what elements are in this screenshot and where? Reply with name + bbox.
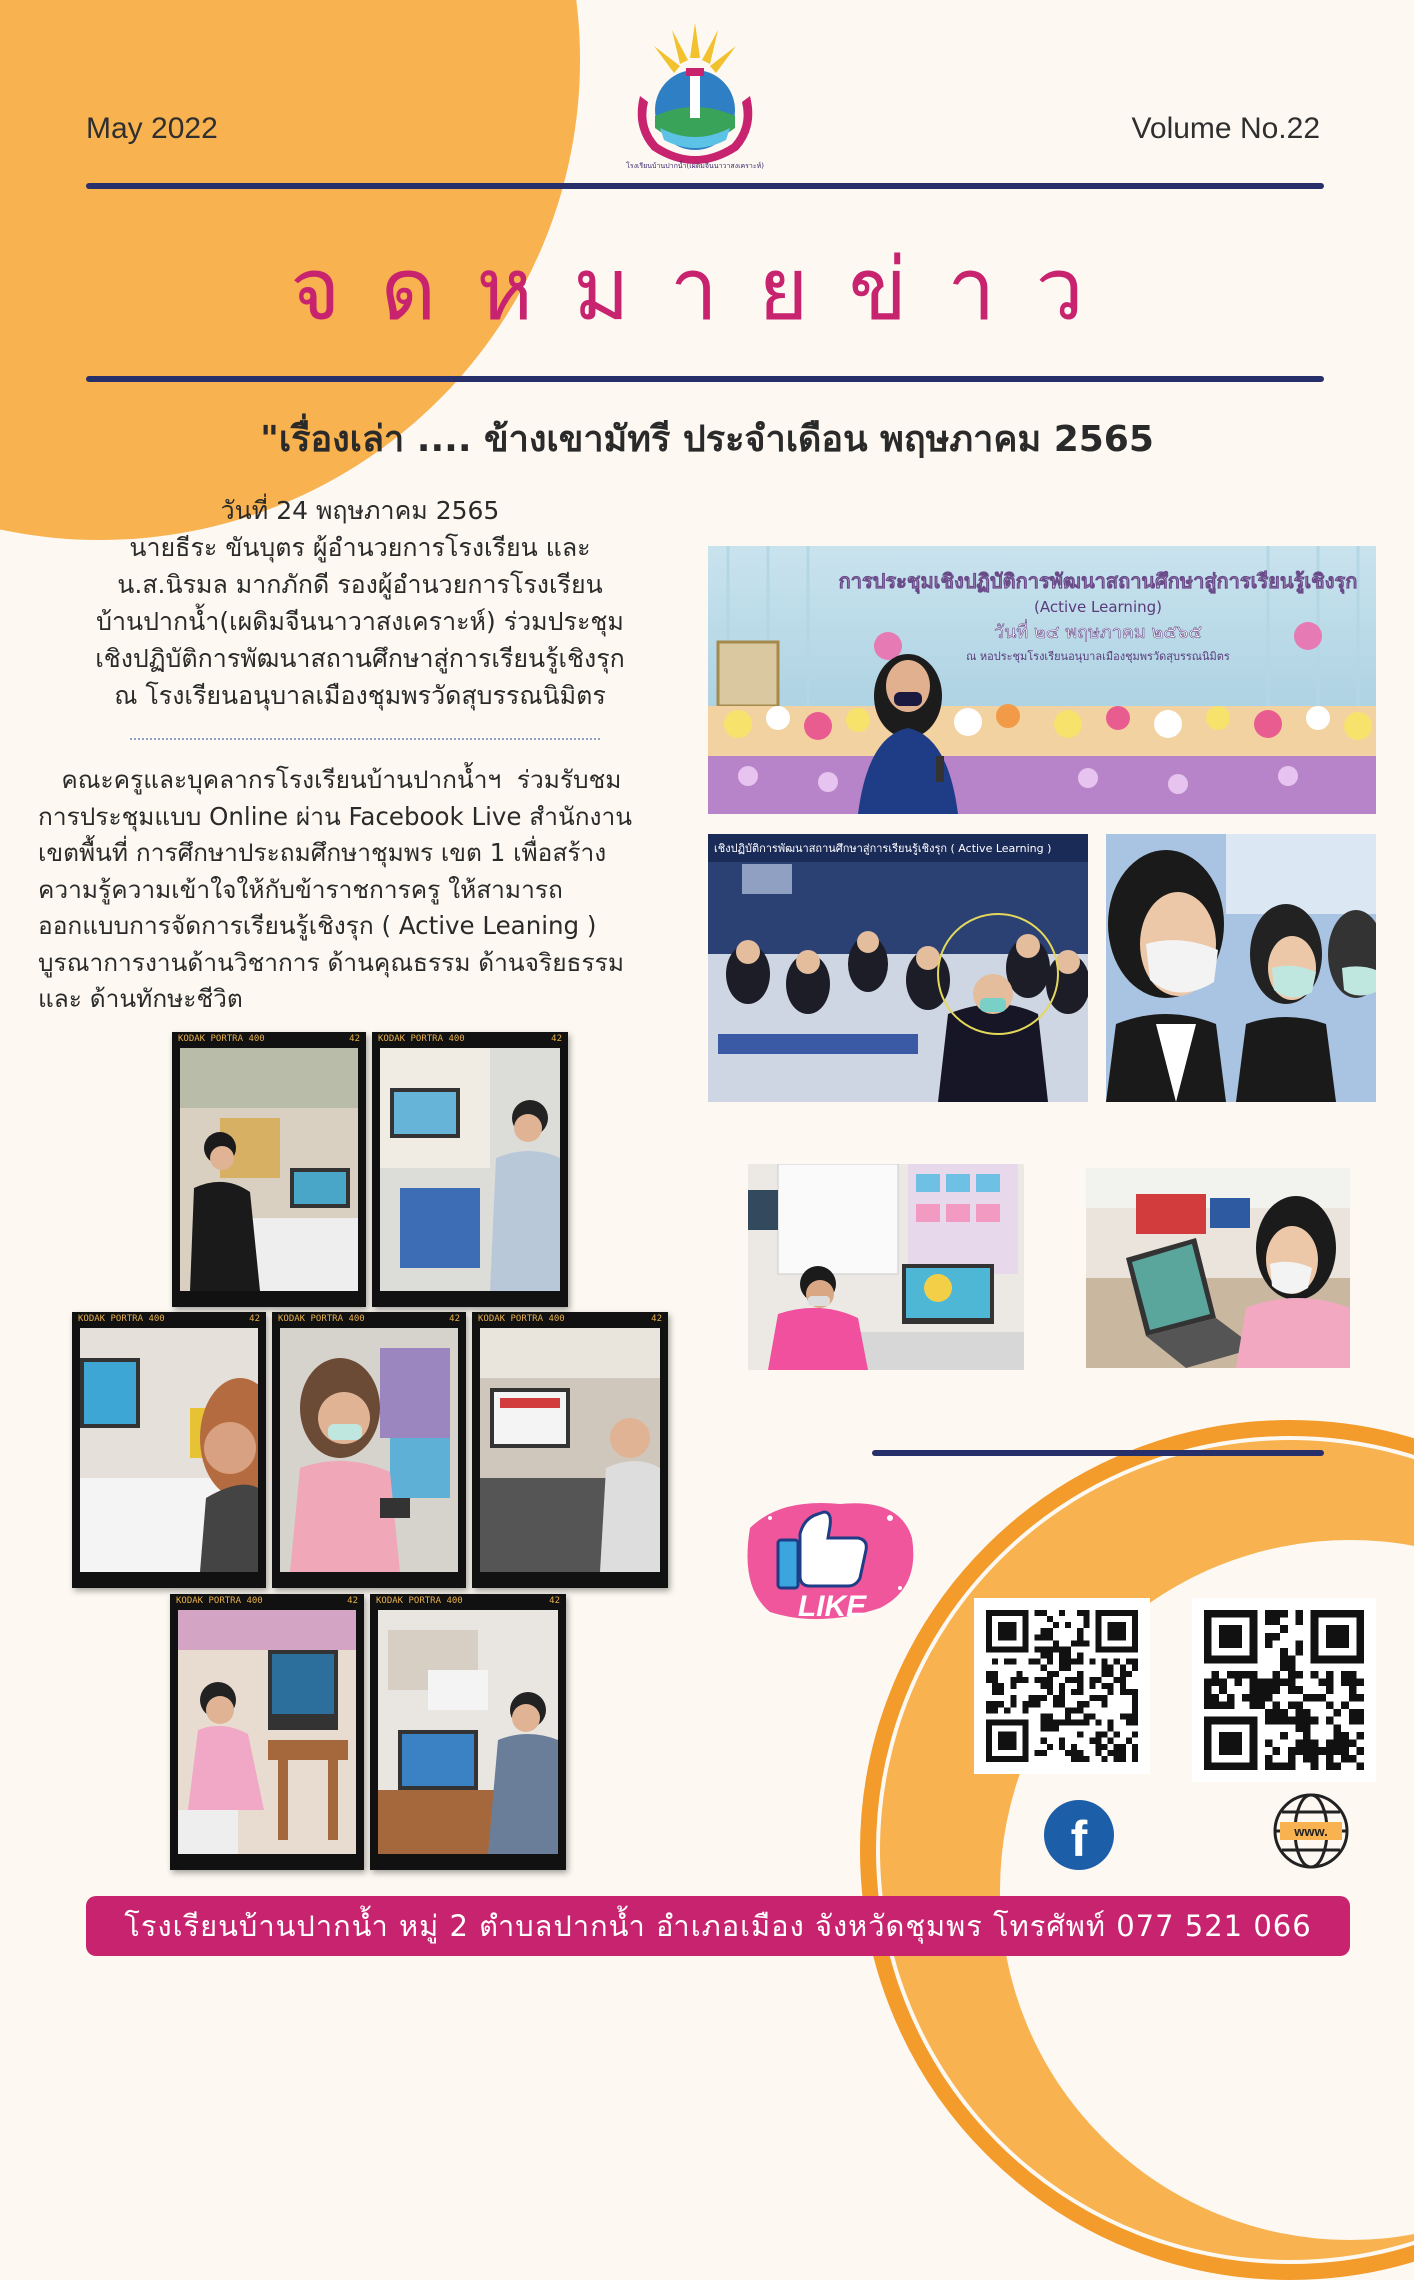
film-number: 42	[349, 1034, 360, 1044]
film-photo-6	[170, 1594, 364, 1870]
school-logo	[622, 18, 768, 178]
footer-address: โรงเรียนบ้านปากน้ำ หมู่ 2 ตำบลปากน้ำ อำเภอเมือง จังหวัดชุมพร โทรศัพท์ 077 521 066	[86, 1896, 1350, 1956]
web-label: www.	[1294, 1824, 1328, 1839]
film-label: KODAK PORTRA 400	[378, 1034, 465, 1044]
banner-venue: ณ หอประชุมโรงเรียนอนุบาลเมืองชุมพรวัดสุบรรณนิมิตร	[966, 650, 1230, 663]
film-label: KODAK PORTRA 400	[78, 1314, 165, 1324]
intro-line: น.ส.นิรมล มากภักดี รองผู้อำนวยการโรงเรียน	[117, 570, 603, 599]
photo-teacher-computer-1	[748, 1164, 1024, 1370]
globe-icon[interactable]	[1272, 1792, 1350, 1870]
like-sticker	[740, 1488, 920, 1628]
film-number: 42	[551, 1034, 562, 1044]
qr-code-2[interactable]	[1192, 1598, 1376, 1782]
film-label: KODAK PORTRA 400	[178, 1034, 265, 1044]
film-photo-7	[370, 1594, 566, 1870]
body-paragraph	[38, 762, 678, 1018]
film-number: 42	[249, 1314, 260, 1324]
film-label: KODAK PORTRA 400	[176, 1596, 263, 1606]
meeting-banner: เชิงปฏิบัติการพัฒนาสถานศึกษาสู่การเรียนรู้เชิงรุก ( Active Learning )	[714, 842, 1052, 855]
photo-attendees-masks	[1106, 834, 1376, 1102]
divider-top	[86, 183, 1324, 189]
photo-conference-stage	[708, 546, 1376, 814]
film-number: 42	[651, 1314, 662, 1324]
intro-line: เชิงปฏิบัติการพัฒนาสถานศึกษาสู่การเรียนรู้เชิงรุก	[95, 644, 625, 673]
newsletter-subtitle: "เรื่องเล่า .... ข้างเขามัทรี ประจำเดือน พฤษภาคม 2565	[260, 419, 1154, 460]
film-label: KODAK PORTRA 400	[478, 1314, 565, 1324]
intro-line: นายธีระ ขันบุตร ผู้อำนวยการโรงเรียน และ	[129, 533, 591, 562]
issue-volume: Volume No.22	[1131, 112, 1320, 145]
photo-meeting-hall	[708, 834, 1088, 1102]
film-number: 42	[549, 1596, 560, 1606]
issue-date: May 2022	[86, 112, 218, 145]
body-line: บูรณาการงานด้านวิชาการ ด้านคุณธรรม ด้านจริยธรรม	[38, 947, 624, 977]
film-label: KODAK PORTRA 400	[278, 1314, 365, 1324]
film-photo-3	[72, 1312, 266, 1588]
facebook-icon[interactable]: f	[1044, 1800, 1114, 1870]
film-photo-2	[372, 1032, 568, 1307]
intro-line: วันที่ 24 พฤษภาคม 2565	[220, 496, 500, 525]
body-line: คณะครูและบุคลากรโรงเรียนบ้านปากน้ำฯ ร่วมรับชม	[38, 765, 622, 794]
film-photo-5	[472, 1312, 668, 1588]
film-number: 42	[449, 1314, 460, 1324]
intro-line: ณ โรงเรียนอนุบาลเมืองชุมพรวัดสุบรรณนิมิตร	[114, 681, 606, 710]
body-line: และ ด้านทักษะชีวิต	[38, 984, 243, 1013]
divider-title	[86, 376, 1324, 382]
film-number: 42	[347, 1596, 358, 1606]
banner-date: วันที่ ๒๔ พฤษภาคม ๒๕๖๕	[994, 622, 1202, 643]
film-photo-1	[172, 1032, 366, 1307]
qr-code-1[interactable]	[974, 1598, 1150, 1774]
body-line: ออกแบบการจัดการเรียนรู้เชิงรุก ( Active Leaning )	[38, 911, 597, 940]
newsletter-title: จดหมายข่าว	[290, 240, 1124, 340]
like-label: LIKE	[797, 1590, 867, 1623]
body-line: ความรู้ความเข้าใจให้กับข้าราชการครู ให้สามารถ	[38, 874, 563, 904]
photo-teacher-laptop	[1086, 1168, 1350, 1368]
intro-text	[30, 492, 690, 714]
body-line: การประชุมแบบ Online ผ่าน Facebook Live สำนักงาน	[38, 801, 633, 831]
body-line: เขตพื้นที่ การศึกษาประถมศึกษาชุมพร เขต 1 เพื่อสร้าง	[38, 838, 607, 867]
film-photo-4	[272, 1312, 466, 1588]
intro-line: บ้านปากน้ำ(เผดิมจีนนาวาสงเคราะห์) ร่วมประชุม	[96, 607, 624, 636]
banner-subtitle: (Active Learning)	[1034, 598, 1162, 616]
logo-caption: โรงเรียนบ้านปากน้ำ(เผดิมจีนนาวาสงเคราะห์)	[626, 162, 764, 170]
dotted-divider	[130, 738, 600, 740]
banner-title: การประชุมเชิงปฏิบัติการพัฒนาสถานศึกษาสู่การเรียนรู้เชิงรุก	[838, 569, 1358, 593]
film-label: KODAK PORTRA 400	[376, 1596, 463, 1606]
divider-bottom	[872, 1450, 1324, 1456]
